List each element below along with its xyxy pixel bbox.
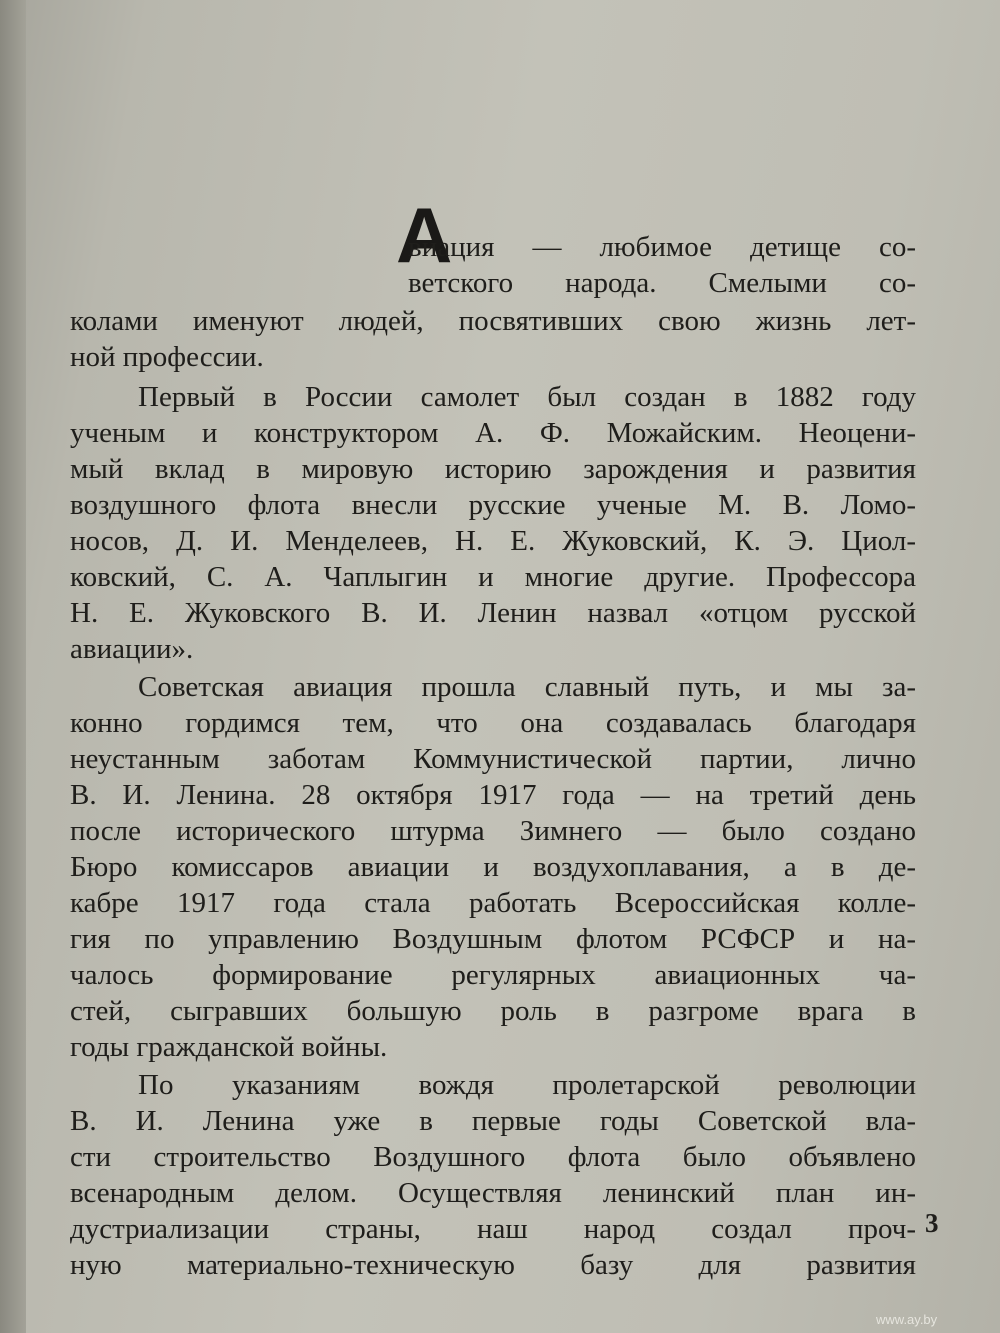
- text-line-22: стей, сыгравших большую роль в разгроме врага в: [70, 995, 916, 1027]
- text-line-11: Н. Е. Жуковского В. И. Ленин назвал «отцом русской: [70, 597, 916, 629]
- text-line-27: всенародным делом. Осуществляя ленинский план ин-: [70, 1177, 916, 1209]
- text-line-12: авиации».: [70, 633, 194, 665]
- text-line-9: носов, Д. И. Менделеев, Н. Е. Жуковский, К. Э. Циол-: [70, 525, 916, 557]
- watermark: www.ay.by: [876, 1312, 938, 1327]
- text-line-19: кабре 1917 года стала работать Всероссийская колле-: [70, 887, 916, 919]
- text-line-21: чалось формирование регулярных авиационных ча-: [70, 959, 916, 991]
- text-line-10: ковский, С. А. Чаплыгин и многие другие. Профессора: [70, 561, 916, 593]
- page-edge-shadow: [0, 0, 26, 1333]
- text-line-23: годы гражданской войны.: [70, 1031, 388, 1063]
- page-number: 3: [925, 1208, 939, 1238]
- text-line-13: Советская авиация прошла славный путь, и мы за-: [138, 671, 916, 703]
- text-line-2: ветского народа. Смелыми со-: [408, 267, 916, 299]
- text-line-26: сти строительство Воздушного флота было объявлено: [70, 1141, 916, 1173]
- text-line-20: гия по управлению Воздушным флотом РСФСР и на-: [70, 923, 916, 955]
- text-line-29: ную материально-техническую базу для развития: [70, 1249, 916, 1281]
- text-line-18: Бюро комиссаров авиации и воздухоплавания, а в де-: [70, 851, 916, 883]
- text-line-17: после исторического штурма Зимнего — было создано: [70, 815, 916, 847]
- text-line-4: ной профессии.: [70, 341, 264, 373]
- drop-cap: А: [396, 191, 453, 279]
- text-line-8: воздушного флота внесли русские ученые М. В. Ломо-: [70, 489, 916, 521]
- text-line-25: В. И. Ленина уже в первые годы Советской вла-: [70, 1105, 916, 1137]
- text-line-28: дустриализации страны, наш народ создал проч-: [70, 1213, 916, 1245]
- text-line-7: мый вклад в мировую историю зарождения и развития: [70, 453, 916, 485]
- text-line-5: Первый в России самолет был создан в 1882 году: [138, 381, 916, 413]
- text-line-1: виация — любимое детище со-: [408, 231, 916, 263]
- text-line-6: ученым и конструктором А. Ф. Можайским. Неоцени-: [70, 417, 916, 449]
- text-line-24: По указаниям вождя пролетарской революции: [138, 1069, 916, 1101]
- text-line-16: В. И. Ленина. 28 октября 1917 года — на третий день: [70, 779, 916, 811]
- text-line-3: колами именуют людей, посвятивших свою жизнь лет-: [70, 305, 916, 337]
- text-line-14: конно гордимся тем, что она создавалась благодаря: [70, 707, 916, 739]
- text-line-15: неустанным заботам Коммунистической партии, лично: [70, 743, 916, 775]
